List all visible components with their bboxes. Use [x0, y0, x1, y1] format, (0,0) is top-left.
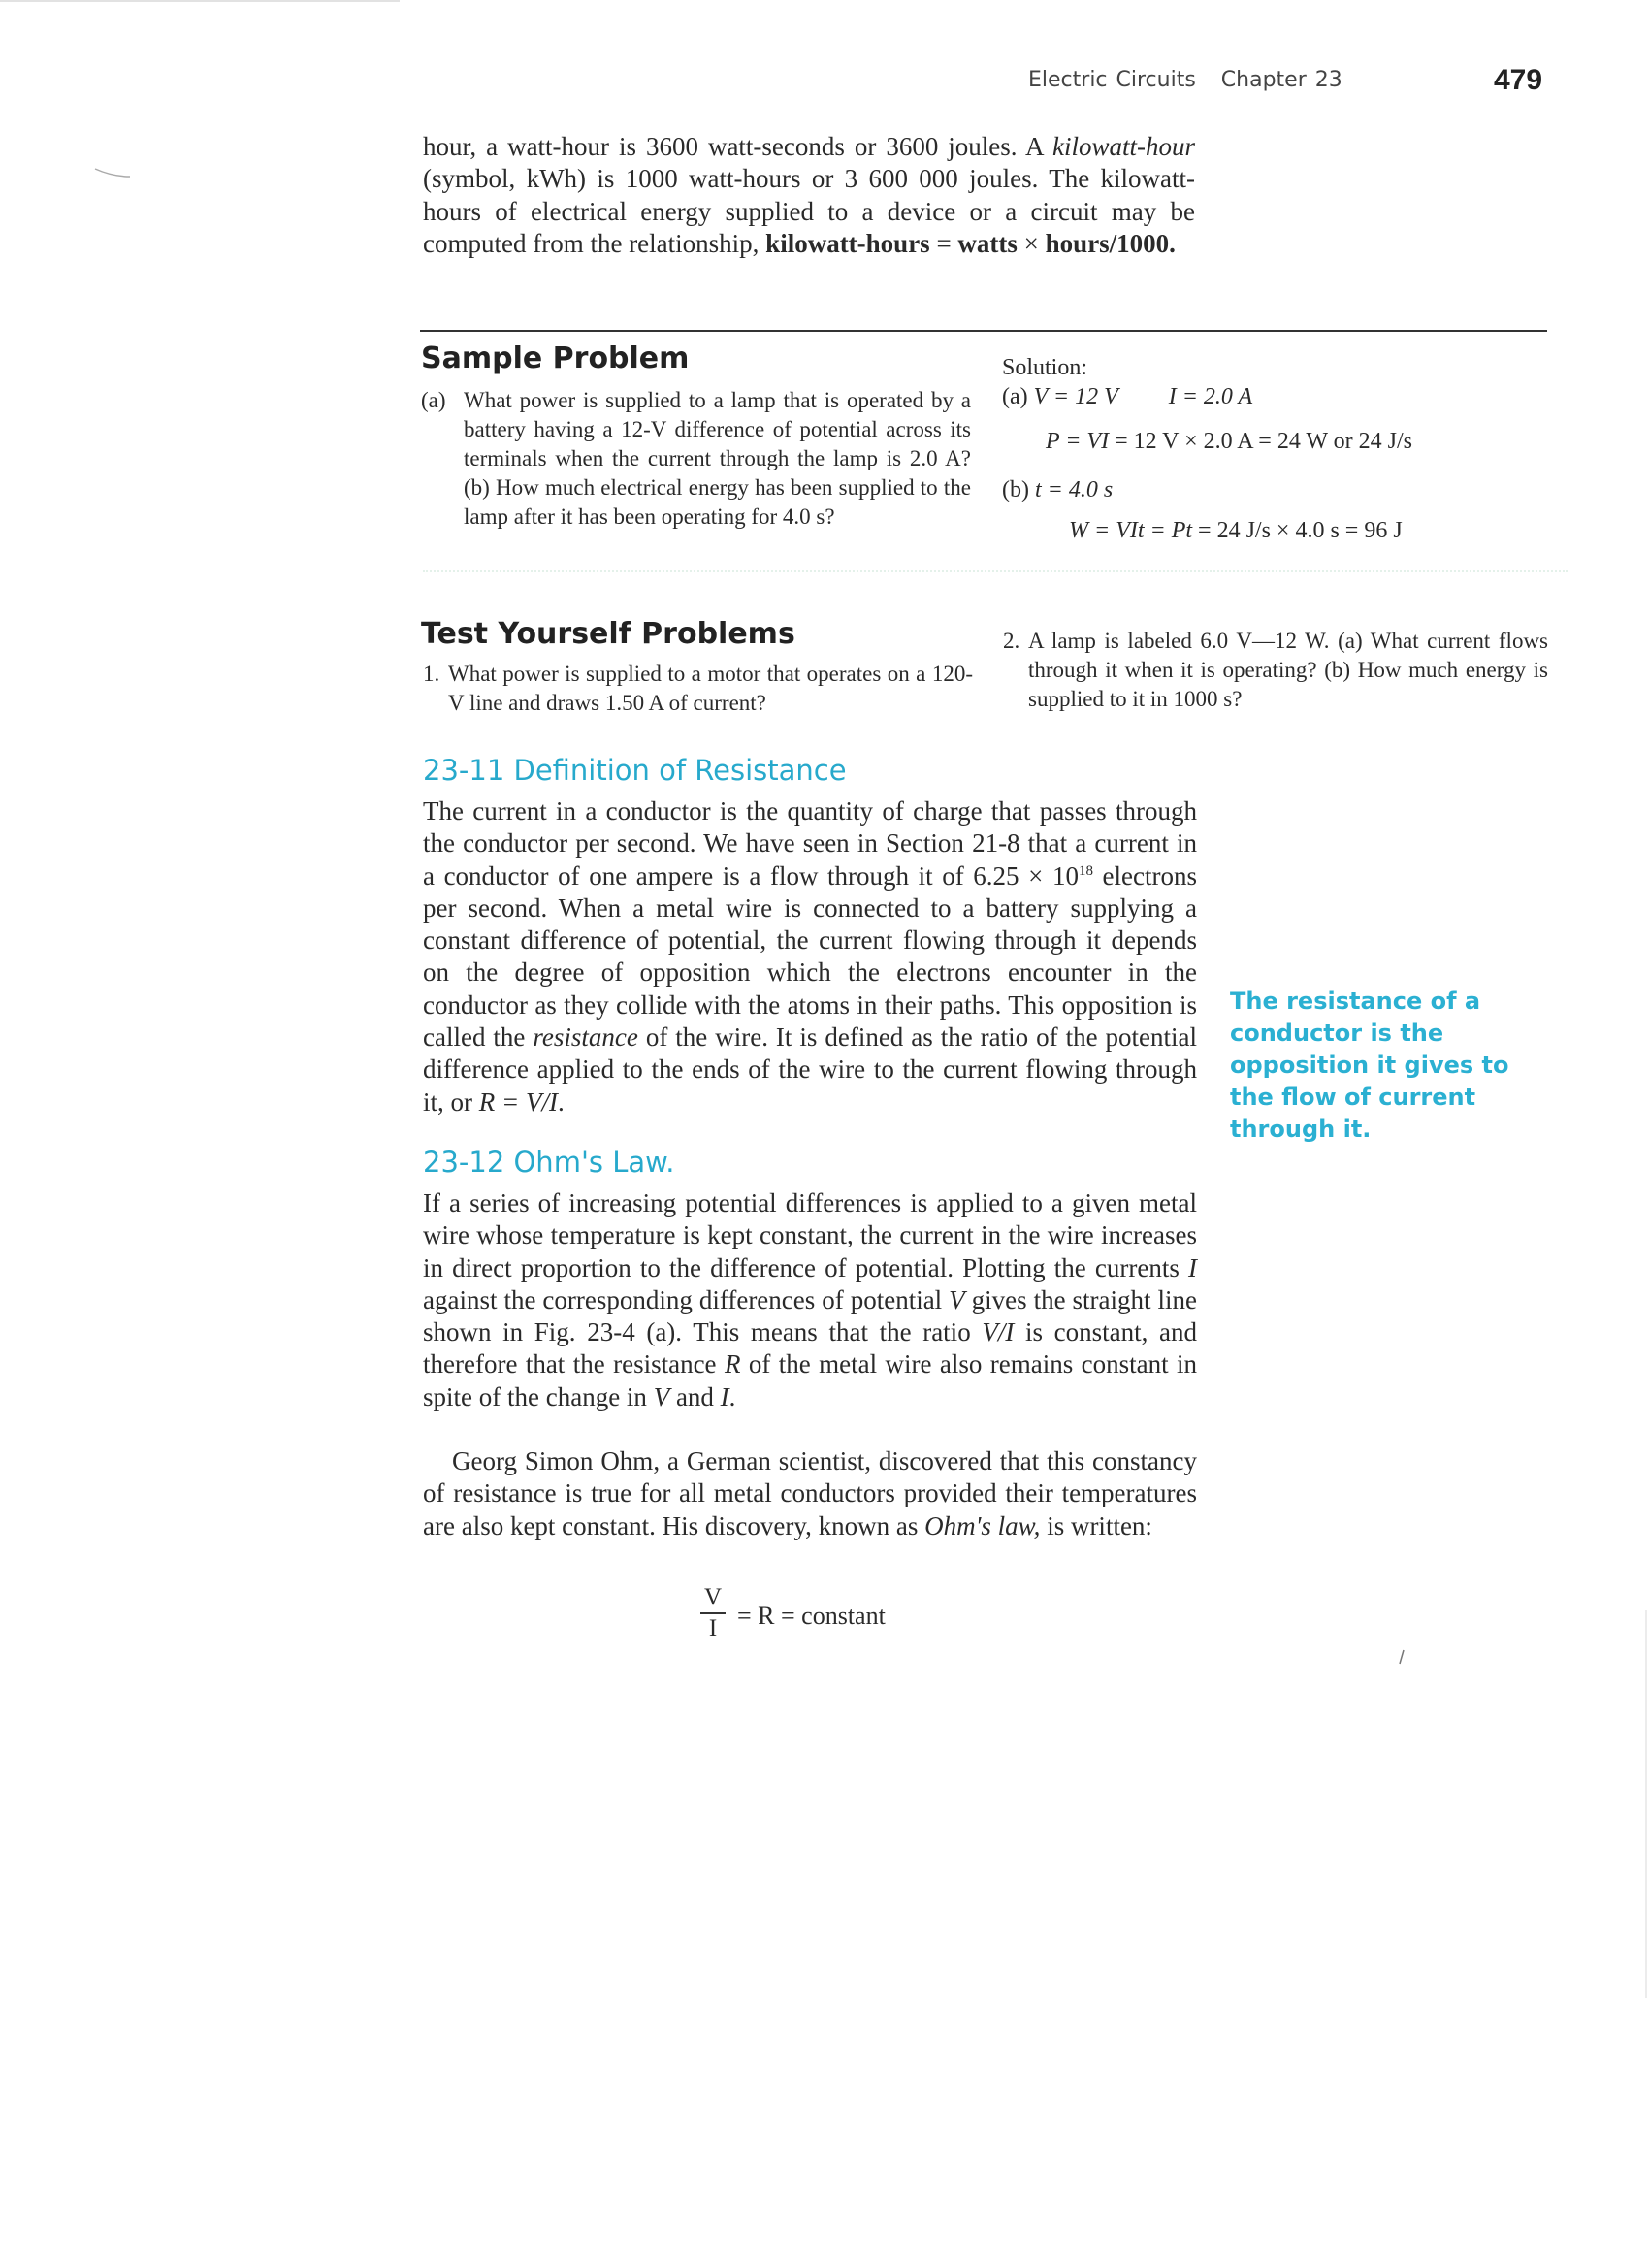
- sample-problem-question-a: What power is supplied to a lamp that is operated by a battery having a 12-V difference of potential across its terminals when the current through the lamp is 2.0 A?: [464, 388, 971, 470]
- test-problem-1: [423, 660, 973, 718]
- paragraph-text: .: [557, 1086, 565, 1117]
- problem-2-text: How much energy is supplied to it in 1000 s?: [1028, 658, 1548, 711]
- paragraph-text: If a series of increasing potential differences is applied to a given metal wire whose temperature is kept constant, the current in the wire increases in direct proportion to the difference of potential. Plotting the currents: [423, 1188, 1197, 1282]
- solution-time: t = 4.0 s: [1034, 477, 1114, 502]
- sample-problem-heading: Sample Problem: [421, 341, 690, 375]
- paragraph-text: The current in a conductor is the quantity of charge that passes through the conductor per second. We have seen in Section 21-8 that a current in a conductor of one ampere is a flow through it of 6.25 × 10: [423, 796, 1197, 891]
- section-heading-23-12: 23-12 Ohm's Law.: [423, 1146, 675, 1179]
- paragraph-text: and: [669, 1381, 721, 1411]
- symbol-current: I: [720, 1381, 729, 1411]
- paragraph-text: of the wire. It is defined as the ratio of the potential difference applied to the ends of the wire to the current flowing through it, or: [423, 1022, 1197, 1117]
- intro-text: (symbol, kWh) is 1000 watt-hours or 3 600 000 joules. The kilowatt-hours of electrical energy supplied to a device or a circuit may be computed from the relationship,: [423, 164, 1195, 258]
- symbol-voltage: V: [949, 1284, 965, 1314]
- problem-number-1: 1.: [423, 662, 440, 686]
- resistance-formula: R = V/I: [478, 1086, 558, 1117]
- problem-1-text: What power is supplied to a motor that operates on a 120-V line and draws 1.50 A of current?: [448, 662, 973, 715]
- problem-2-text: What current flows through it when it is operating?: [1028, 629, 1548, 682]
- section-23-11-paragraph: [423, 795, 1197, 1118]
- running-header-chapter: Chapter 23: [1220, 68, 1342, 92]
- paragraph-text: of the metal wire also remains constant in spite of the change in: [423, 1349, 1197, 1411]
- solution-power-value: = 12 V × 2.0 A = 24 W or 24 J/s: [1109, 429, 1412, 454]
- exponent: 18: [1078, 862, 1093, 879]
- intro-term-kilowatt-hour: kilowatt-hour: [1052, 132, 1195, 161]
- ohm-equation-fraction: [700, 1583, 726, 1643]
- solution-energy-value: = 24 J/s × 4.0 s = 96 J: [1192, 518, 1403, 543]
- section-23-12-paragraph: [423, 1187, 1197, 1413]
- test-yourself-heading: Test Yourself Problems: [421, 617, 795, 651]
- running-header: [1028, 68, 1342, 92]
- solution-power-formula: P = VI: [1046, 429, 1110, 454]
- solution-power-line: [1046, 429, 1412, 455]
- section-heading-23-11: 23-11 Definition of Resistance: [423, 754, 847, 787]
- margin-note: The resistance of a conductor is the opposition it gives to the flow of current through it.: [1230, 988, 1509, 1143]
- symbol-voltage: V: [653, 1381, 670, 1411]
- term-ohms-law: Ohm's law,: [924, 1510, 1041, 1540]
- section-divider: [420, 330, 1547, 332]
- intro-text: hour, a watt-hour is 3600 watt-seconds or 3600 joules. A: [423, 132, 1052, 161]
- intro-bold-hours: hours/1000.: [1045, 228, 1176, 258]
- equation-numerator: V: [700, 1583, 726, 1614]
- problem-2-part-b: (b): [1324, 658, 1351, 682]
- problem-number-2: 2.: [1003, 629, 1020, 653]
- symbol-current: I: [1188, 1252, 1197, 1282]
- solution-current: I = 2.0 A: [1168, 384, 1253, 409]
- ohm-paragraph: [423, 1445, 1197, 1542]
- paragraph-text: is written:: [1040, 1510, 1152, 1540]
- paragraph-text: .: [728, 1381, 736, 1411]
- pencil-mark: [1399, 1649, 1405, 1665]
- paragraph-text: is constant, and therefore that the resistance: [423, 1317, 1197, 1379]
- intro-times: ×: [1017, 228, 1046, 258]
- test-problem-2: [1003, 627, 1548, 714]
- equation-denominator: I: [708, 1615, 718, 1641]
- solution-line-a: [1002, 384, 1252, 410]
- solution-voltage: V = 12 V: [1033, 384, 1118, 409]
- page-number: 479: [1494, 64, 1543, 96]
- solution-energy-line: [1069, 518, 1403, 544]
- scan-right-edge: [1645, 1610, 1647, 1998]
- ohm-equation-rest: = R = constant: [737, 1602, 886, 1630]
- problem-2-part-a: (a): [1338, 629, 1363, 653]
- intro-bold-watts: watts: [957, 228, 1018, 258]
- term-resistance: resistance: [533, 1022, 638, 1053]
- solution-a-label: (a): [1002, 384, 1028, 409]
- faint-band: [423, 570, 1568, 572]
- part-a-label: (a): [421, 388, 446, 412]
- intro-paragraph: [423, 131, 1195, 260]
- intro-equals: =: [929, 228, 958, 258]
- symbol-resistance: R: [724, 1349, 741, 1379]
- running-header-section: Electric Circuits: [1028, 68, 1196, 92]
- paragraph-text: electrons per second. When a metal wire is connected to a battery supplying a constant difference of potential, the current flowing through it depends on the degree of opposition which the electrons encounter in the conductor as they collide with the atoms in their paths. This opposition is called the: [423, 860, 1198, 1053]
- paragraph-text: gives the straight line shown in Fig. 23-4 (a). This means that the ratio: [423, 1284, 1197, 1347]
- solution-label: Solution:: [1002, 355, 1088, 380]
- scan-mark: [93, 165, 132, 180]
- solution-energy-formula: W = VIt = Pt: [1069, 518, 1193, 543]
- ratio-v-over-i: V/I: [982, 1317, 1015, 1347]
- paragraph-text: Georg Simon Ohm, a German scientist, discovered that this constancy of resistance is true for all metal conductors provided their temperatures are also kept constant. His discovery, known as: [423, 1446, 1197, 1540]
- paragraph-text: against the corresponding differences of potential: [423, 1284, 950, 1314]
- solution-line-b: [1002, 477, 1113, 503]
- scan-top-edge: [0, 0, 400, 2]
- solution-b-label: (b): [1002, 477, 1029, 502]
- intro-bold-kilowatt-hours: kilowatt-hours: [765, 228, 930, 258]
- problem-2-text: A lamp is labeled 6.0 V—12 W.: [1028, 629, 1339, 653]
- part-b-label: (b): [464, 475, 490, 500]
- sample-problem-text: [421, 386, 971, 532]
- sample-problem-question-b: How much electrical energy has been supplied to the lamp after it has been operating for 4.0 s?: [464, 475, 971, 529]
